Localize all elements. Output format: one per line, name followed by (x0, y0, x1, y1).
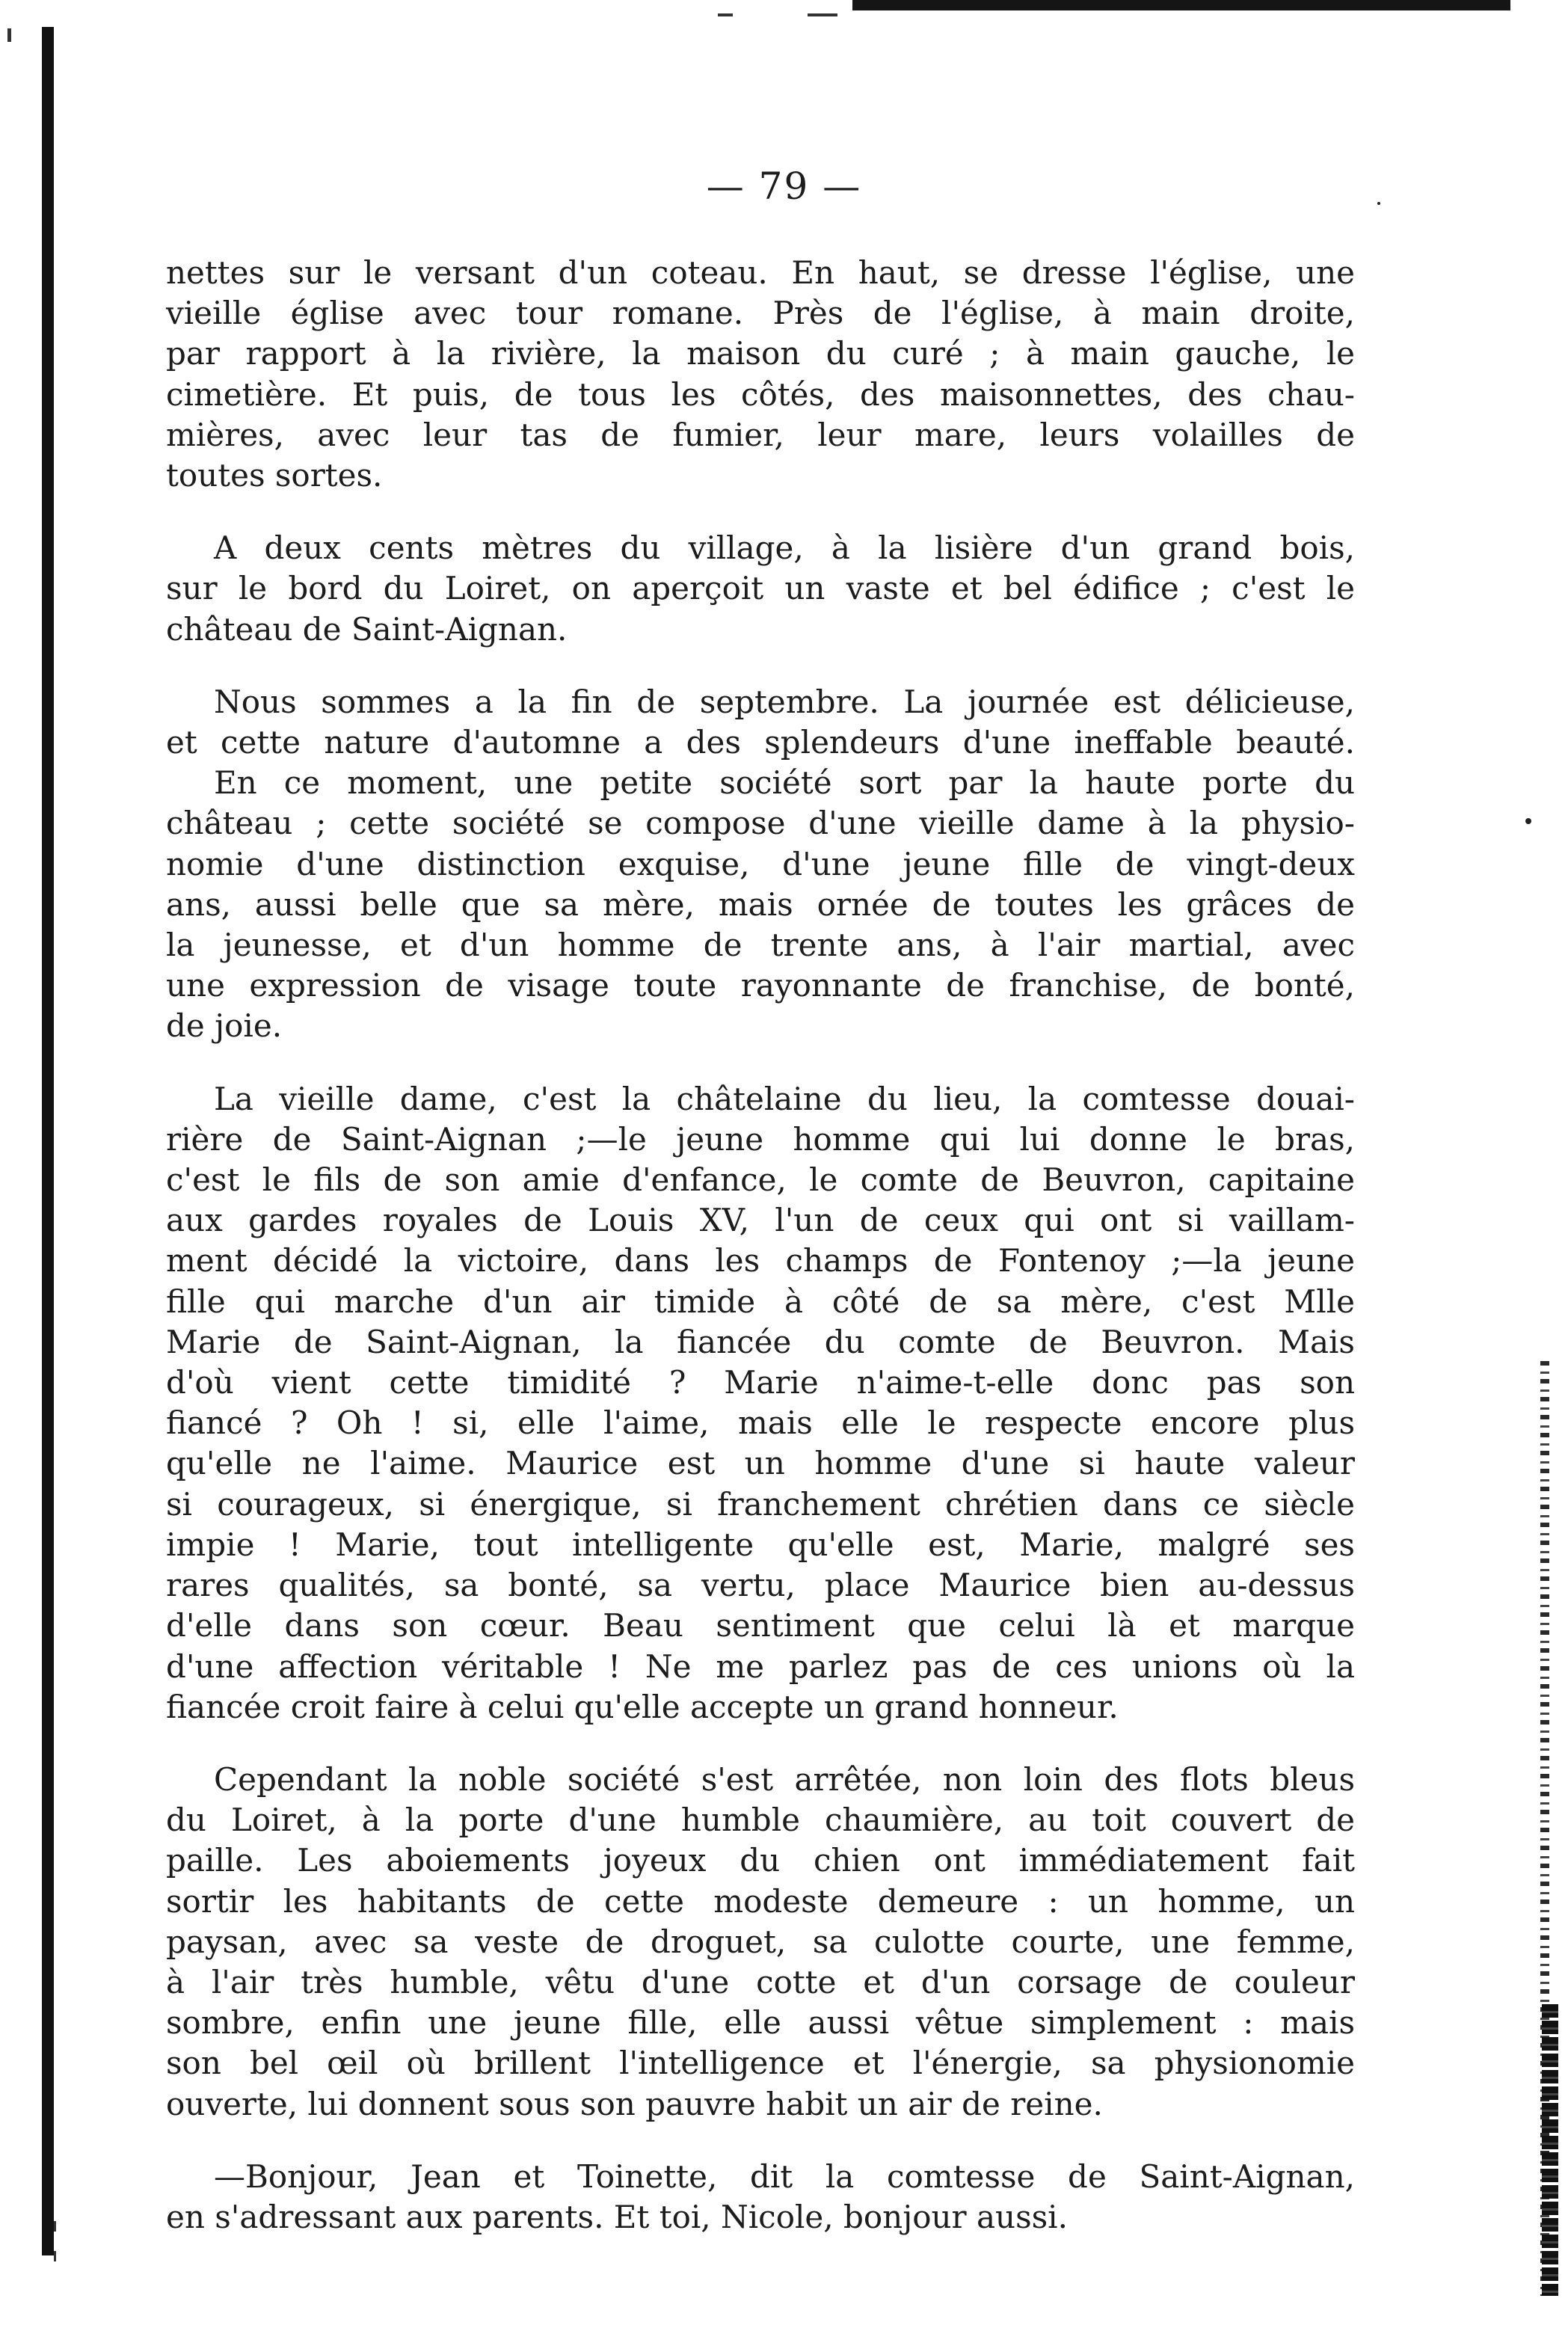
text-line: En ce moment, une petite société sort par la haute porte du (214, 764, 1355, 802)
text-line: par rapport à la rivière, la maison du curé ; à main gauche, le (166, 335, 1355, 372)
text-line: A deux cents mètres du village, à la lisière d'un grand bois, (214, 529, 1355, 567)
text-line: une expression de visage toute rayonnante de franchise, de bonté, (166, 967, 1355, 1004)
text-line: ans, aussi belle que sa mère, mais ornée de toutes les grâces de (166, 885, 1355, 923)
scan-artifact-mark (718, 13, 733, 16)
text-line: fiancée croit faire à celui qu'elle accepte un grand honneur. (166, 1688, 1119, 1725)
text-line: —Bonjour, Jean et Toinette, dit la comtesse de Saint-Aignan, (214, 2158, 1355, 2195)
page-right-edge-shadow-lower (1542, 2004, 1558, 2296)
text-line: du Loiret, à la porte d'une humble chaumière, au toit couvert de (166, 1802, 1355, 1839)
text-line: La vieille dame, c'est la châtelaine du lieu, la comtesse douai- (214, 1080, 1355, 1117)
page-number: — 79 — (706, 165, 862, 208)
text-line: rares qualités, sa bonté, sa vertu, place Maurice bien au-dessus (166, 1567, 1355, 1604)
text-line: cimetière. Et puis, de tous les côtés, des maisonnettes, des chau- (166, 375, 1355, 413)
scan-artifact-mark (54, 2251, 56, 2261)
text-line: château de Saint-Aignan. (166, 610, 568, 648)
text-line: et cette nature d'automne a des splendeurs d'une ineffable beauté. (166, 724, 1355, 761)
text-line: d'une affection véritable ! Ne me parlez pas de ces unions où la (166, 1647, 1355, 1685)
text-line: d'elle dans son cœur. Beau sentiment que celui là et marque (166, 1607, 1355, 1644)
text-line: fiancé ? Oh ! si, elle l'aime, mais elle le respecte encore plus (166, 1404, 1355, 1442)
page-top-edge-shadow (852, 0, 1510, 10)
text-line: de joie. (166, 1007, 283, 1045)
text-line: c'est le fils de son amie d'enfance, le comte de Beuvron, capitaine (166, 1161, 1355, 1199)
text-line: vieille église avec tour romane. Près de l'église, à main droite, (166, 295, 1355, 332)
paragraph (166, 2157, 1355, 2238)
page-binding-edge (42, 27, 54, 2255)
paragraph (166, 253, 1355, 496)
text-line: nettes sur le versant d'un coteau. En haut, se dresse l'église, une (166, 254, 1355, 291)
text-line: toutes sortes. (166, 457, 383, 494)
text-line: ouverte, lui donnent sous son pauvre habit un air de reine. (166, 2085, 1103, 2122)
paragraph (166, 1760, 1355, 2125)
text-line: d'où vient cette timidité ? Marie n'aime-t-elle donc pas son (166, 1364, 1355, 1401)
text-line: la jeunesse, et d'un homme de trente ans, à l'air martial, avec (166, 927, 1355, 964)
text-line: sombre, enfin une jeune fille, elle aussi vêtue simplement : mais (166, 2004, 1355, 2042)
body-text (166, 253, 1355, 2238)
paragraph (166, 528, 1355, 650)
text-line: aux gardes royales de Louis XV, l'un de ceux qui ont si vaillam- (166, 1202, 1355, 1239)
scan-artifact-dot (1525, 818, 1531, 824)
text-line: impie ! Marie, tout intelligente qu'elle est, Marie, malgré ses (166, 1526, 1355, 1563)
text-line: fille qui marche d'un air timide à côté de sa mère, c'est Mlle (166, 1283, 1355, 1320)
text-line: ment décidé la victoire, dans les champs de Fontenoy ;—la jeune (166, 1242, 1355, 1280)
text-line: sortir les habitants de cette modeste demeure : un homme, un (166, 1882, 1355, 1920)
paragraph (166, 1079, 1355, 1727)
text-line: Marie de Saint-Aignan, la fiancée du comte de Beuvron. Mais (166, 1323, 1355, 1360)
text-line: Cependant la noble société s'est arrêtée, non loin des flots bleus (214, 1760, 1355, 1798)
scan-artifact-mark (54, 2221, 56, 2232)
text-line: nomie d'une distinction exquise, d'une jeune fille de vingt-deux (166, 845, 1355, 882)
text-line: Nous sommes a la fin de septembre. La journée est délicieuse, (214, 683, 1355, 720)
scan-artifact-mark (808, 13, 837, 16)
text-line: en s'adressant aux parents. Et toi, Nicole, bonjour aussi. (166, 2198, 1068, 2235)
paragraph (166, 682, 1355, 1047)
text-line: paysan, avec sa veste de droguet, sa culotte courte, une femme, (166, 1923, 1355, 1960)
text-line: qu'elle ne l'aime. Maurice est un homme d'une si haute valeur (166, 1445, 1355, 1482)
text-line: à l'air très humble, vêtu d'une cotte et d'un corsage de couleur (166, 1963, 1355, 2000)
text-line: si courageux, si énergique, si franchement chrétien dans ce siècle (166, 1485, 1355, 1523)
text-line: sur le bord du Loiret, on aperçoit un vaste et bel édifice ; c'est le (166, 570, 1355, 607)
scan-artifact-mark (7, 28, 11, 42)
text-line: son bel œil où brillent l'intelligence et l'énergie, sa physionomie (166, 2045, 1355, 2082)
text-line: château ; cette société se compose d'une vieille dame à la physio- (166, 805, 1355, 842)
text-line: mières, avec leur tas de fumier, leur mare, leurs volailles de (166, 416, 1355, 453)
text-line: paille. Les aboiements joyeux du chien ont immédiatement fait (166, 1842, 1355, 1879)
text-line: rière de Saint-Aignan ;—le jeune homme qui lui donne le bras, (166, 1120, 1355, 1158)
